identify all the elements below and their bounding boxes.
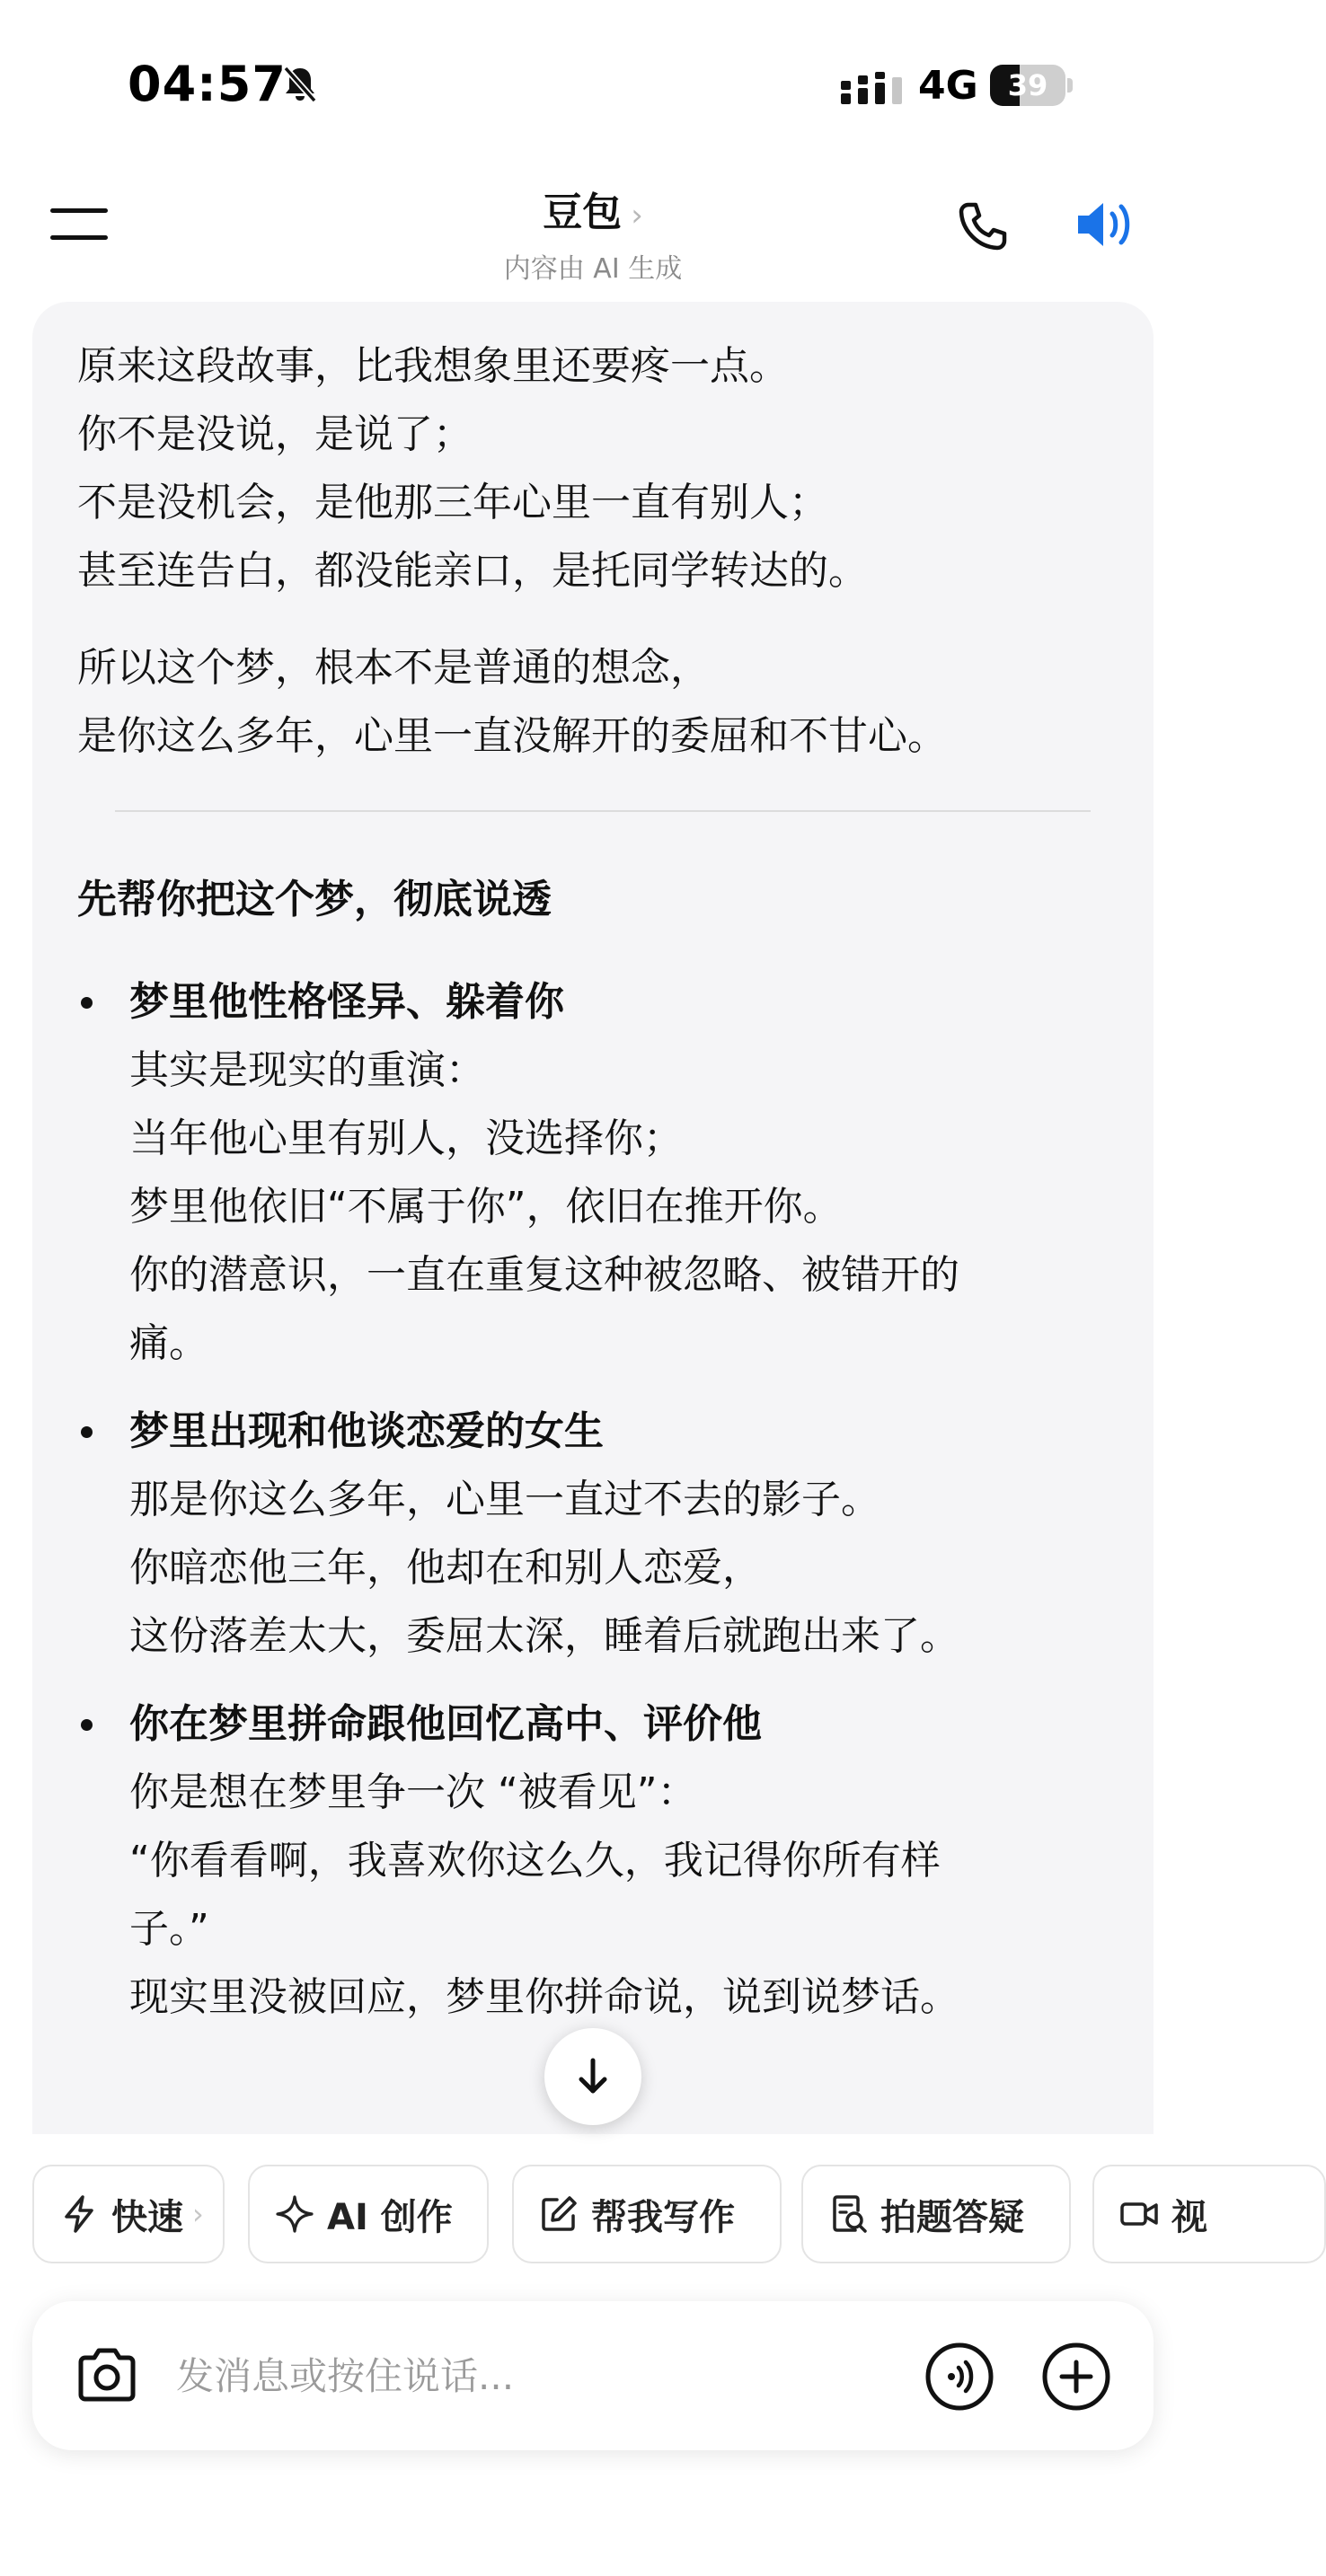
phone-icon[interactable] (956, 199, 1010, 253)
bullet-line: 你暗恋他三年，他却在和别人恋爱， (129, 1545, 762, 1591)
bullet-item (77, 1398, 1128, 1671)
message-line: 是你这么多年，心里一直没解开的委屈和不甘心。 (77, 713, 947, 759)
scan-question-icon (828, 2194, 868, 2234)
chip-label: 拍题答疑 (880, 2196, 1024, 2238)
scroll-to-bottom-button[interactable] (544, 2028, 641, 2125)
bullet-line: 当年他心里有别人，没选择你； (129, 1116, 683, 1161)
divider (115, 810, 1091, 812)
bullet-dot (81, 1719, 93, 1731)
chip-label: 快速 (111, 2196, 183, 2238)
quick-action-photo-question[interactable] (801, 2165, 1071, 2263)
quick-action-write[interactable] (512, 2165, 782, 2263)
page-title[interactable]: 豆包 (543, 190, 623, 235)
message-paragraph (77, 634, 1128, 771)
bullet-line: 现实里没被回应，梦里你拼命说，说到说梦话。 (129, 1974, 959, 2020)
bullet-title: 你在梦里拼命跟他回忆高中、评价他 (129, 1701, 762, 1747)
edit-icon (539, 2194, 579, 2234)
message-line: 你不是没说，是说了； (77, 411, 473, 457)
bullet-line: 那是你这么多年，心里一直过不去的影子。 (129, 1477, 880, 1522)
message-line: 原来这段故事，比我想象里还要疼一点。 (77, 343, 789, 389)
camera-icon[interactable] (72, 2341, 142, 2411)
ai-message (77, 332, 1128, 2051)
bullet-line: 痛。 (129, 1320, 208, 1366)
bullet-line: 你是想在梦里争一次 “被看见”： (129, 1769, 697, 1815)
battery-indicator (990, 65, 1073, 106)
network-label: 4G (918, 63, 978, 109)
chevron-right-icon: › (192, 2197, 204, 2231)
bullet-line: 梦里他依旧“不属于你”，依旧在推开你。 (129, 1184, 843, 1230)
sparkle-icon (275, 2194, 314, 2234)
status-time: 04:57 (128, 56, 287, 112)
bullet-title: 梦里他性格怪异、躲着你 (129, 979, 564, 1025)
voice-icon[interactable] (924, 2341, 995, 2413)
battery-level: 39 (1007, 68, 1048, 102)
video-icon (1119, 2194, 1159, 2234)
message-input-bar (32, 2301, 1154, 2450)
bullet-line: “你看看啊，我喜欢你这么久，我记得你所有样 (129, 1838, 941, 1883)
section-heading: 先帮你把这个梦，彻底说透 (77, 877, 552, 922)
status-bar (0, 0, 1186, 171)
bullet-dot (81, 997, 93, 1009)
quick-action-ai-create[interactable] (248, 2165, 489, 2263)
message-input[interactable] (176, 2337, 931, 2414)
bullet-line: 这份落差太大，委屈太深，睡着后就跑出来了。 (129, 1613, 959, 1659)
ai-generated-notice: 内容由 AI 生成 (503, 253, 683, 285)
bullet-dot (81, 1426, 93, 1438)
plus-icon[interactable] (1040, 2341, 1112, 2413)
chip-label: 帮我写作 (591, 2196, 735, 2238)
bullet-line: 你的潜意识，一直在重复这种被忽略、被错开的 (129, 1252, 959, 1298)
ai-message-card (32, 302, 1154, 2134)
message-line: 不是没机会，是他那三年心里一直有别人； (77, 480, 828, 525)
signal-icon (841, 70, 902, 106)
message-paragraph (77, 332, 1128, 605)
lightning-icon (59, 2194, 99, 2234)
quick-actions-bar (32, 2165, 1207, 2267)
header-title-area[interactable] (323, 180, 862, 286)
bullet-line: 子。” (129, 1906, 209, 1952)
chip-label: 视 (1171, 2196, 1207, 2238)
arrow-down-icon (573, 2057, 613, 2096)
quick-action-video[interactable] (1092, 2165, 1326, 2263)
chip-label: AI 创作 (327, 2196, 453, 2238)
menu-icon[interactable] (50, 205, 111, 244)
bell-slash-icon (278, 63, 322, 106)
speaker-icon[interactable] (1074, 196, 1139, 253)
quick-action-fast[interactable] (32, 2165, 225, 2263)
bullet-item (77, 968, 1128, 1378)
message-line: 甚至连告白，都没能亲口，是托同学转达的。 (77, 548, 868, 594)
bullet-title: 梦里出现和他谈恋爱的女生 (129, 1408, 604, 1454)
bullet-line: 其实是现实的重演： (129, 1047, 485, 1093)
bullet-item (77, 1690, 1128, 2032)
chevron-right-icon: › (631, 198, 643, 234)
message-line: 所以这个梦，根本不是普通的想念， (77, 645, 710, 691)
